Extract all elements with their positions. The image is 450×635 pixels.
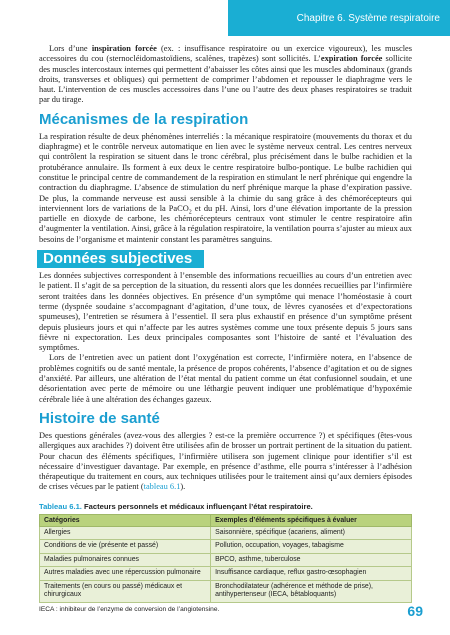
table-header-cell: Catégories: [40, 514, 211, 526]
histoire-text-1: Des questions générales (avez-vous des allergies ? est-ce la première occurrence ?) et spécifiques (êtes-vous allergiques aux arachides ?) doivent être utilisées afin de brosser un portrait pertinent de la situation du patient. Pour chacun des éléments spécifiques, l’infirmière utilisera son jugement clinique pour identifier s’il est nécessaire d’investiguer davantage. Par exemple, en présence d’asthme, elle pourra s’intéresser à l’adhésion thérapeutique du traitement en cours, aux techniques utilisées pour le traitement ainsi qu’aux derniers épisodes de crises vécues par le patient (: [39, 430, 412, 492]
table-title: Facteurs personnels et médicaux influençant l’état respiratoire.: [84, 501, 313, 511]
table-reference-link[interactable]: tableau 6.1: [143, 482, 181, 492]
table-cell: Traitements (en cours ou passé) médicaux et chirurgicaux: [40, 580, 211, 602]
table-row: [40, 526, 412, 540]
mecanismes-paragraph: [39, 132, 412, 245]
intro-paragraph: [39, 44, 412, 106]
page-content: [39, 44, 412, 613]
table-cell: Autres maladies avec une répercussion pulmonaire: [40, 567, 211, 581]
mecanismes-text-2: et du pH. Ainsi, lors d’une élévation importante de la pression partielle en dioxyde de carbone, les chémorécepteurs centraux vont stimuler le centre respiratoire afin d’augmenter la ventilation. Ainsi, grâce à la régulation respiratoire, la ventilation pourra s’ajuster au mieux aux besoins de l’organisme et maintenir constant les paramètres sanguins.: [39, 203, 412, 244]
table-caption: [39, 502, 412, 511]
table-cell: Saisonnière, spécifique (acariens, aliment): [211, 526, 412, 540]
table-row: [40, 540, 412, 554]
donnees-paragraph-1: Les données subjectives correspondent à l’ensemble des informations recueillies au cours d’un entretien avec le patient. Il s’agit de sa perception de la situation, du ressenti alors que les données recueillies par l’infirmière seront traitées dans les données objectives. En présence d’un symptôme qui menace l’homéostasie à court terme (dyspnée soudaine s’accompagnant d’agitation, d’une toux, de lèvres cyanosées et d’expectorations spumeuses), l’entretien se résumera à l’essentiel. Il sera plus exhaustif en présence d’un symptôme présent depuis plusieurs jours et qui n’affecte par les autres systèmes comme une toux présente depuis 5 jours sans fièvre ni expectoration. Les deux principales composantes sont l’histoire de santé et l’évaluation des symptômes.: [39, 271, 412, 353]
table-cell: Bronchodilatateur (adhérence et méthode de prise), antihypertenseur (IECA, bêtabloquants): [211, 580, 412, 602]
table-cell: Maladies pulmonaires connues: [40, 553, 211, 567]
facteurs-table: [39, 514, 412, 603]
donnees-paragraph-2: Lors de l’entretien avec un patient dont l’oxygénation est correcte, l’infirmière notera, en l’absence de problèmes cognitifs ou de santé mentale, la présence de propos cohérents, l’absence d’agitation et ou de signes d’anxiété. Par ailleurs, une altération de l’état mental du patient comme un état confusionnel soudain, et une désorientation avec perte de mémoire ou une léthargie peuvent indiquer une problématique d’hypoxémie cérébrale liée à une altération des échanges gazeux.: [39, 353, 412, 404]
table-footnote: IECA : inhibiteur de l’enzyme de conversion de l’angiotensine.: [39, 605, 220, 613]
table-row: [40, 553, 412, 567]
table-header-cell: Exemples d’éléments spécifiques à évaluer: [211, 514, 412, 526]
intro-bold-expiration: expiration forcée: [320, 54, 383, 64]
intro-bold-inspiration: inspiration forcée: [91, 44, 157, 53]
paco2-subscript: 2: [188, 209, 192, 216]
table-cell: Pollution, occupation, voyages, tabagisme: [211, 540, 412, 554]
heading-mecanismes: Mécanismes de la respiration: [39, 110, 249, 128]
table-cell: Insuffisance cardiaque, reflux gastro-œsophagien: [211, 567, 412, 581]
mecanismes-text-1: La respiration résulte de deux phénomènes interreliés : la mécanique respiratoire (mouvements du thorax et du diaphragme) et le contrôle nerveux automatique en lien avec le système nerveux central. Les centres nerveux qui contrôlent la respiration se situent dans le tronc cérébral, plus précisément dans le bulbe rachidien et la protubérance annulaire. Ils forment à eux deux le centre respiratoire bulbo-pontique. Le bulbe rachidien qui constitue le principal centre de commandement de la respiration en stimulant le nerf phrénique qui engendre la contraction du diaphragme. L’absence de stimulation du nerf phrénique marque la phase d’expiration passive. De plus, la commande nerveuse est aussi sensible à la chimie du sang grâce à des chémorécepteurs qui interviennent lors de variations de la PaCO: [39, 131, 412, 213]
table-row: [40, 567, 412, 581]
intro-text-1: Lors d’une: [49, 44, 92, 53]
table-number: Tableau 6.1.: [39, 501, 82, 511]
chapter-header-bar: [228, 0, 450, 36]
intro-text-2: (ex. : insuffisance respiratoire ou un exercice vigoureux), les muscles accessoires du cou (sternocléidomastoïdiens, scalènes, trapèzes) sont sollicités. L’: [39, 44, 413, 64]
chapter-title: Chapitre 6. Système respiratoire: [296, 13, 440, 24]
table-cell: Allergies: [40, 526, 211, 540]
histoire-text-2: ).: [180, 482, 186, 492]
table-cell: Conditions de vie (présente et passé): [40, 540, 211, 554]
heading-donnees-subjectives: Données subjectives: [37, 250, 204, 268]
table-cell: BPCO, asthme, tuberculose: [211, 553, 412, 567]
histoire-paragraph: [39, 431, 412, 493]
table-row: [40, 580, 412, 602]
table-header-row: [40, 514, 412, 526]
heading-histoire: Histoire de santé: [39, 409, 160, 427]
intro-text-3: sollicite des muscles intercostaux internes qui permettent d’abaisser les côtes ainsi que les muscles abdominaux (grands droits, transverses et obliques) qui permettent de comprimer l’abdomen et repousser le diaphragme vers le haut. L’intervention de ces muscles accessoires dans l’une ou l’autre des deux phases respiratoires se traduit par du tirage.: [39, 54, 413, 105]
page-number: 69: [407, 603, 423, 619]
